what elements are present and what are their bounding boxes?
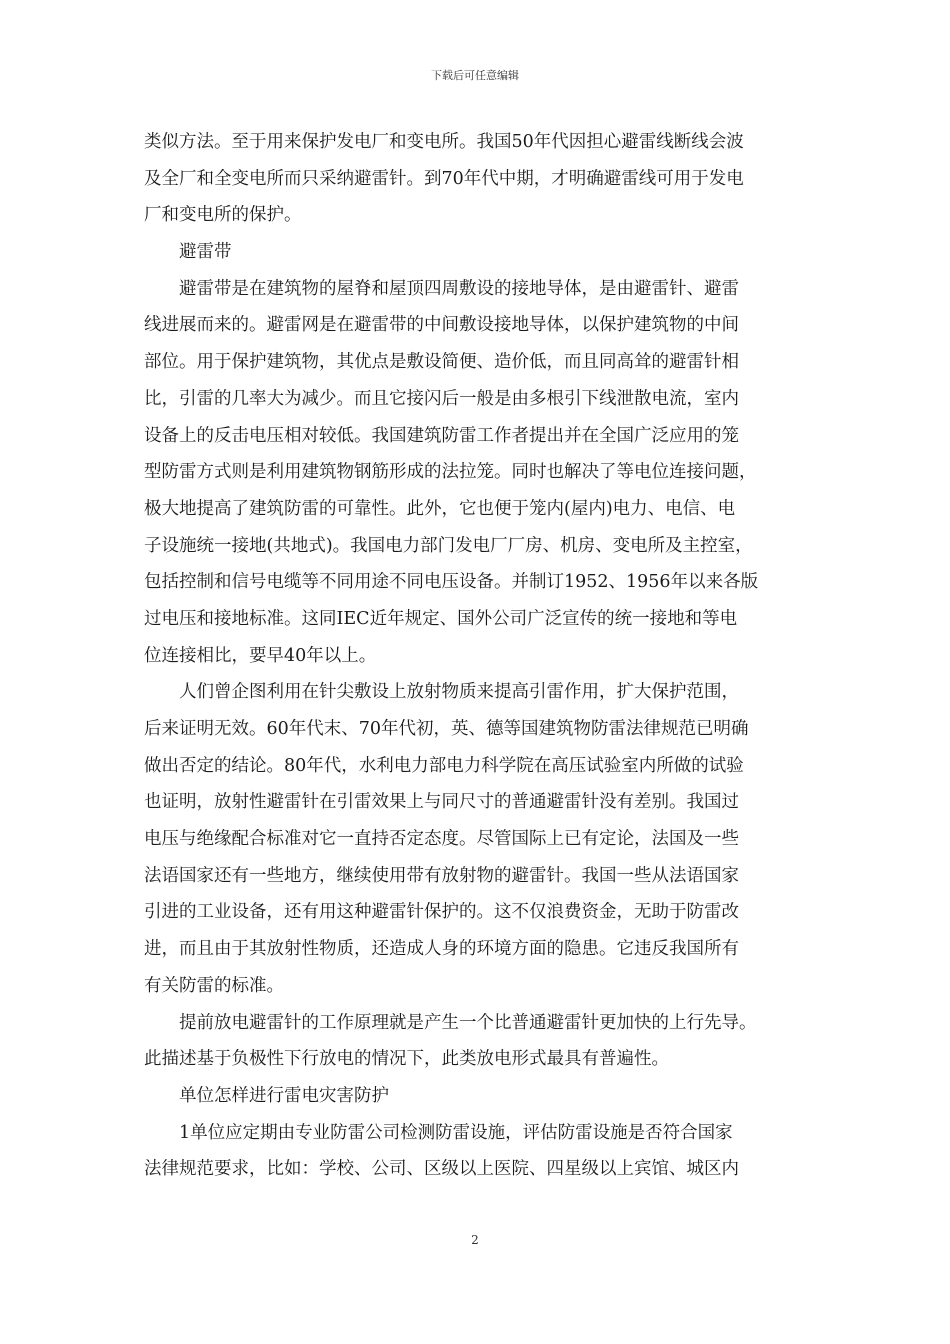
paragraph-first-line: 避雷带 [179,242,232,263]
text-line: 进，而且由于其放射性物质，还造成人身的环境方面的隐患。它违反我国所有 [144,939,739,960]
page-header: 下载后可任意编辑 [431,69,519,82]
text-line: 及全厂和全变电所而只采纳避雷针。到70年代中期，才明确避雷线可用于发电 [144,168,744,189]
paragraph-first-line: 单位怎样进行雷电灾害防护 [179,1085,389,1106]
document-body [144,124,814,1188]
text-line: 厂和变电所的保护。 [144,205,302,226]
text-line: 做出否定的结论。80年代，水利电力部电力科学院在高压试验室内所做的试验 [144,755,744,776]
paragraph-first-line: 提前放电避雷针的工作原理就是产生一个比普通避雷针更加快的上行先导。 [179,1012,757,1033]
text-line: 型防雷方式则是利用建筑物钢筋形成的法拉笼。同时也解决了等电位连接问题， [144,462,757,483]
paragraph-first-line: 人们曾企图利用在针尖敷设上放射物质来提高引雷作用，扩大保护范围， [179,682,739,703]
text-line: 设备上的反击电压相对较低。我国建筑防雷工作者提出并在全国广泛应用的笼 [144,425,739,446]
page-number: 2 [471,1233,479,1247]
text-line: 也证明，放射性避雷针在引雷效果上与同尺寸的普通避雷针没有差别。我国过 [144,792,739,813]
paragraph-first-line: 1单位应定期由专业防雷公司检测防雷设施，评估防雷设施是否符合国家 [179,1122,733,1143]
text-line: 位连接相比，要早40年以上。 [144,645,377,666]
text-line: 引进的工业设备，还有用这种避雷针保护的。这不仅浪费资金，无助于防雷改 [144,902,739,923]
text-line: 过电压和接地标准。这同IEC近年规定、国外公司广泛宣传的统一接地和等电 [144,608,738,629]
paragraph-first-line: 避雷带是在建筑物的屋脊和屋顶四周敷设的接地导体，是由避雷针、避雷 [179,278,739,299]
text-line: 法语国家还有一些地方，继续使用带有放射物的避雷针。我国一些从法语国家 [144,865,739,886]
text-line: 线进展而来的。避雷网是在避雷带的中间敷设接地导体，以保护建筑物的中间 [144,315,739,336]
text-line: 电压与绝缘配合标准对它一直持否定态度。尽管国际上已有定论，法国及一些 [144,829,739,850]
text-line: 有关防雷的标准。 [144,975,284,996]
text-line: 极大地提高了建筑防雷的可靠性。此外，它也便于笼内(屋内)电力、电信、电 [144,498,736,519]
text-line: 类似方法。至于用来保护发电厂和变电所。我国50年代因担心避雷线断线会波 [144,132,744,152]
text-line: 此描述基于负极性下行放电的情况下，此类放电形式最具有普遍性。 [144,1049,669,1070]
text-line: 法律规范要求，比如：学校、公司、区级以上医院、四星级以上宾馆、城区内 [144,1159,739,1180]
text-line: 部位。用于保护建筑物，其优点是敷设简便、造价低，而且同高耸的避雷针相 [144,352,739,373]
text-line: 比，引雷的几率大为减少。而且它接闪后一般是由多根引下线泄散电流，室内 [144,388,739,409]
text-line: 包括控制和信号电缆等不同用途不同电压设备。并制订1952、1956年以来各版 [144,572,759,593]
text-line: 子设施统一接地(共地式)。我国电力部门发电厂厂房、机房、变电所及主控室， [144,535,753,556]
text-line: 后来证明无效。60年代末、70年代初，英、德等国建筑物防雷法律规范已明确 [144,719,749,739]
